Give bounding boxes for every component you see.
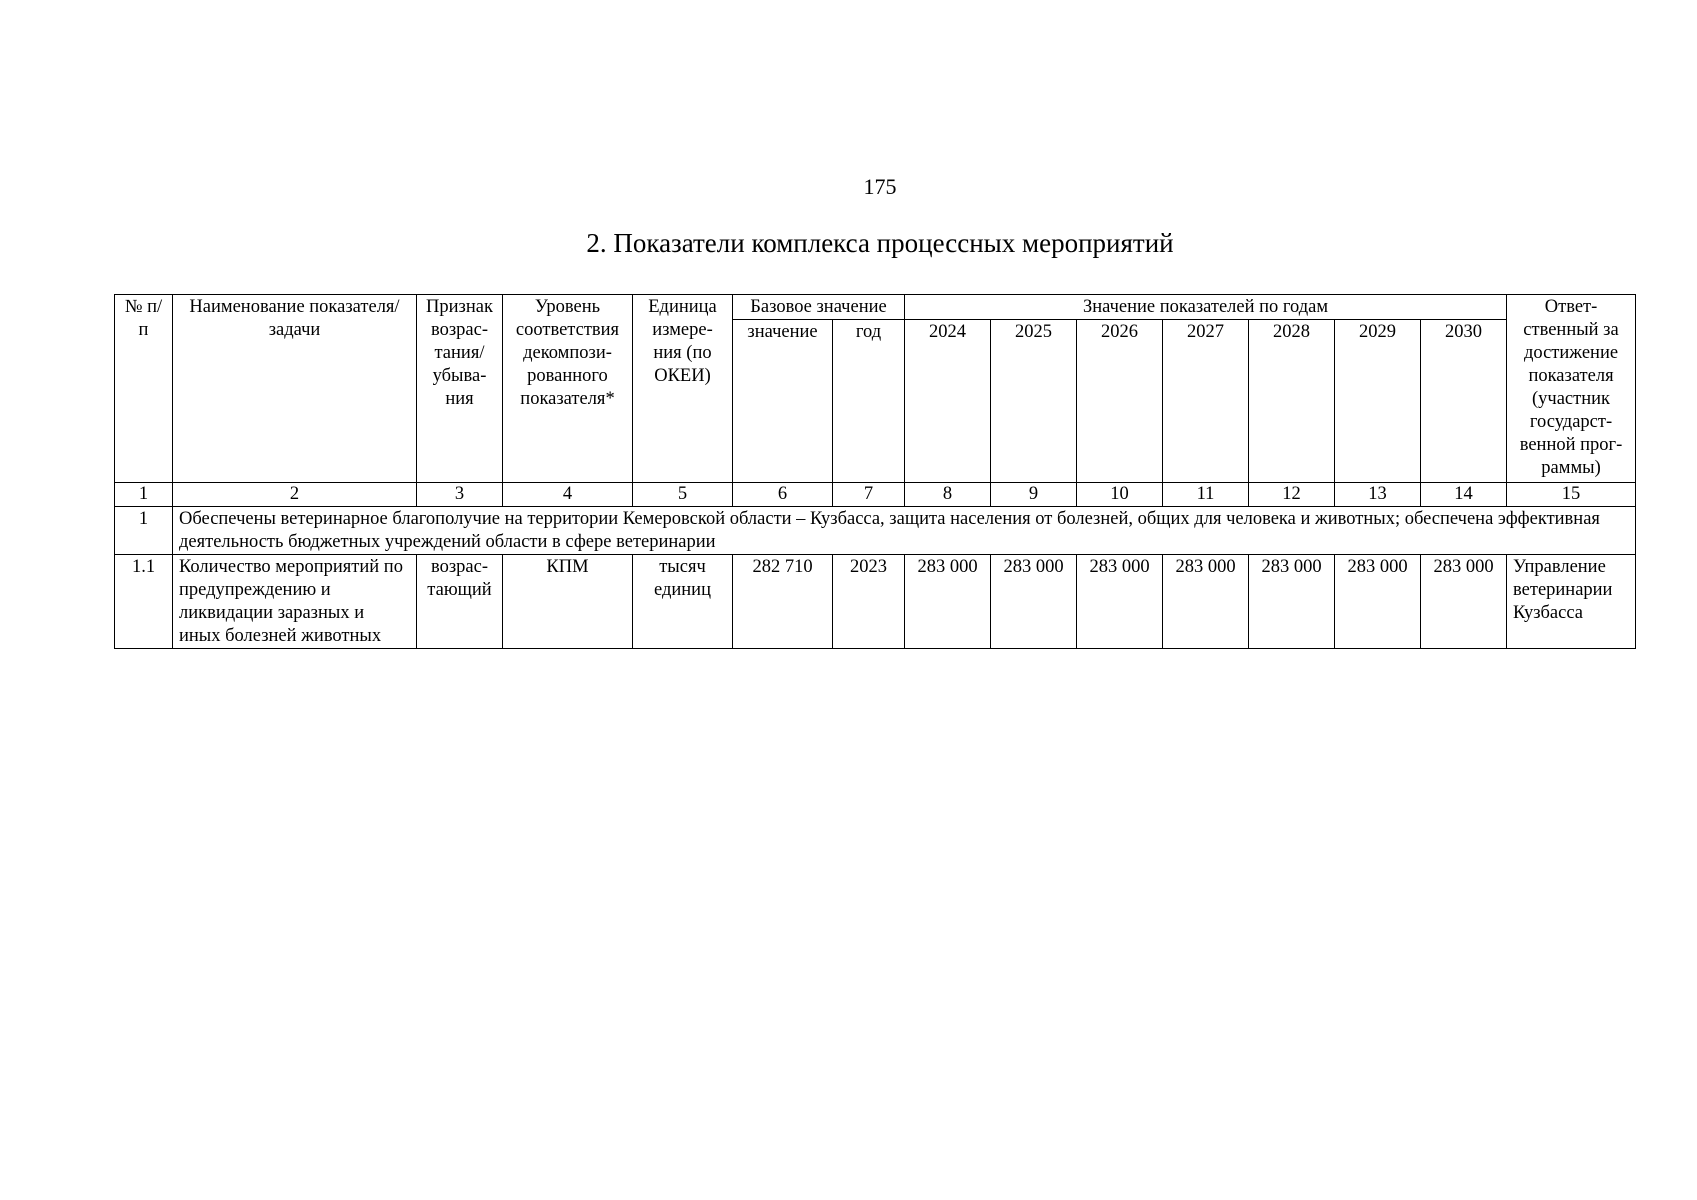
header-name: Наименование показателя/задачи — [173, 295, 417, 483]
column-number: 8 — [905, 483, 991, 507]
header-year: 2024 — [905, 320, 991, 483]
header-unit: Единица измере-ния (по ОКЕИ) — [633, 295, 733, 483]
header-base-group: Базовое значение — [733, 295, 905, 320]
indicator-level: КПМ — [503, 555, 633, 649]
year-value: 283 000 — [991, 555, 1077, 649]
year-value: 283 000 — [1077, 555, 1163, 649]
header-base-value: значение — [733, 320, 833, 483]
indicator-name: Количество мероприятий по предупреждению и ликвидации заразных и иных болезней животных — [173, 555, 417, 649]
base-year: 2023 — [833, 555, 905, 649]
column-number: 14 — [1421, 483, 1507, 507]
header-year: 2028 — [1249, 320, 1335, 483]
column-number: 6 — [733, 483, 833, 507]
header-no: № п/п — [115, 295, 173, 483]
header-responsible: Ответ-ственный за достижение показателя (участник государст-венной прог-раммы) — [1507, 295, 1636, 483]
section-row — [115, 507, 1636, 555]
year-value: 283 000 — [1163, 555, 1249, 649]
indicators-table — [114, 294, 1636, 649]
column-number: 1 — [115, 483, 173, 507]
year-value: 283 000 — [905, 555, 991, 649]
column-numbers-row — [115, 483, 1636, 507]
header-year: 2030 — [1421, 320, 1507, 483]
column-number: 12 — [1249, 483, 1335, 507]
column-number: 15 — [1507, 483, 1636, 507]
base-value: 282 710 — [733, 555, 833, 649]
header-level: Уровень соответствия декомпози-рованного показателя* — [503, 295, 633, 483]
header-year: 2027 — [1163, 320, 1249, 483]
header-years-group: Значение показателей по годам — [905, 295, 1507, 320]
column-number: 4 — [503, 483, 633, 507]
page-title: 2. Показатели комплекса процессных мероприятий — [586, 228, 1174, 258]
column-number: 9 — [991, 483, 1077, 507]
column-number: 11 — [1163, 483, 1249, 507]
section-number: 1 — [115, 507, 173, 555]
year-value: 283 000 — [1249, 555, 1335, 649]
table-row — [115, 555, 1636, 649]
column-number: 5 — [633, 483, 733, 507]
column-number: 3 — [417, 483, 503, 507]
header-trend: Признак возрас-тания/ убыва-ния — [417, 295, 503, 483]
indicator-trend: возрас-тающий — [417, 555, 503, 649]
column-number: 10 — [1077, 483, 1163, 507]
column-number: 2 — [173, 483, 417, 507]
column-number: 7 — [833, 483, 905, 507]
header-row-1 — [115, 295, 1636, 320]
year-value: 283 000 — [1421, 555, 1507, 649]
responsible: Управление ветеринарии Кузбасса — [1507, 555, 1636, 649]
header-year: 2026 — [1077, 320, 1163, 483]
row-number: 1.1 — [115, 555, 173, 649]
header-year: 2029 — [1335, 320, 1421, 483]
column-number: 13 — [1335, 483, 1421, 507]
section-text: Обеспечены ветеринарное благополучие на территории Кемеровской области – Кузбасса, защита населения от болезней, общих для человека и животных; обеспечена эффективная деятельность бюджетных учреждений области в сфере ветеринарии — [173, 507, 1636, 555]
page-number: 175 — [863, 174, 897, 199]
header-year: 2025 — [991, 320, 1077, 483]
indicator-unit: тысяч единиц — [633, 555, 733, 649]
year-value: 283 000 — [1335, 555, 1421, 649]
header-base-year: год — [833, 320, 905, 483]
